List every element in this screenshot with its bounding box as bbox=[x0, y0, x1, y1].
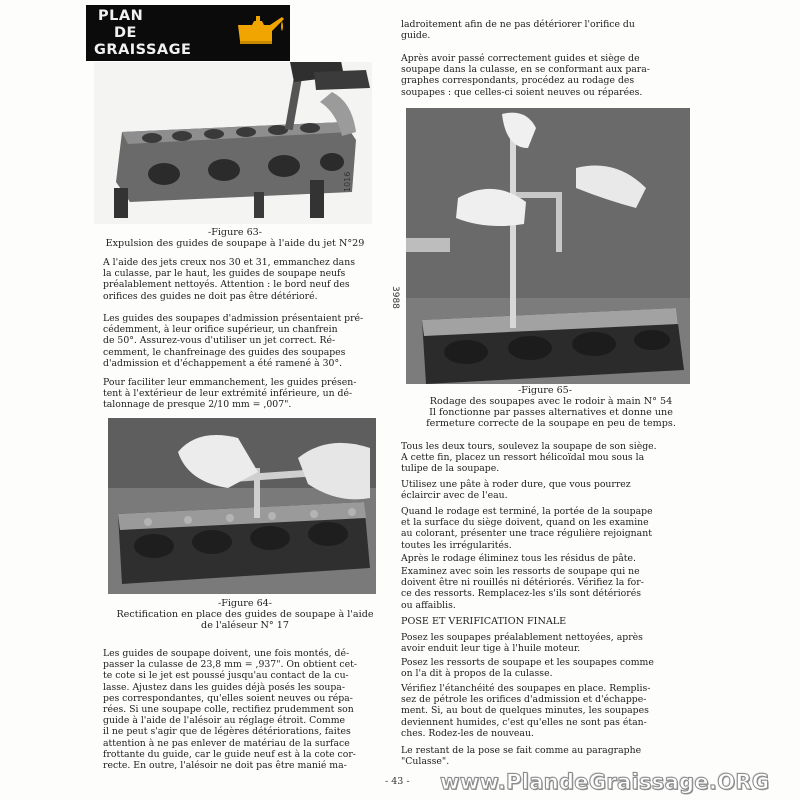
figure-63-stamp: 1016 bbox=[343, 171, 352, 192]
left-paragraph-1: A l'aide des jets creux nos 30 et 31, emmanchez dans la culasse, par le haut, les guides de soupape neufs préalablement nettoyés. Attention : le bord neuf des orifices des guides ne doit pas être détérioré. bbox=[103, 257, 355, 302]
figure-65-caption-line-2: Il fonctionne par passes alternatives et donne une bbox=[429, 407, 673, 418]
figure-65-caption-line-3: fermeture correcte de la soupape en peu de temps. bbox=[426, 418, 676, 429]
figure-65-stamp: 3988 bbox=[390, 286, 400, 309]
figure-65-photo bbox=[406, 108, 690, 384]
logo-line-1: PLAN bbox=[98, 8, 144, 24]
right-paragraph-6: Examinez avec soin les ressorts de soupape qui ne doivent être ni rouillés ni détériorés. Vérifiez la for- ce des ressorts. Remplacez-les s'ils sont détériorés ou affaiblis. bbox=[401, 566, 644, 611]
right-paragraph-1: Après avoir passé correctement guides et siège de soupape dans la culasse, en se conformant aux para- graphes correspondants, procédez au rodage des soupapes : que celles-ci soient neuves ou réparées. bbox=[401, 53, 650, 98]
right-paragraph-8: Posez les ressorts de soupape et les soupapes comme on l'a dit à propos de la culasse. bbox=[401, 657, 654, 680]
figure-63-photo bbox=[94, 62, 372, 224]
figure-63-label: -Figure 63- bbox=[207, 227, 263, 238]
left-paragraph-3: Pour faciliter leur emmanchement, les guides présen- tent à l'extérieur de leur extrémité inférieure, un dé- talonnage de presque 2/10 mm = ,007". bbox=[103, 377, 357, 411]
figure-64-caption-line-1: Rectification en place des guides de soupape à l'aide bbox=[116, 609, 374, 620]
section-heading-pose-verification: POSE ET VERIFICATION FINALE bbox=[401, 616, 567, 627]
left-paragraph-4: Les guides de soupape doivent, une fois montés, dé- passer la culasse de 23,8 mm = ,937". On obtient cet- te cote si le jet est poussé jusqu'au contact de la cu- lasse. Ajustez dans les guides déjà posés les soupa- pes correspondantes, qu'elles soient neuves ou répa- rées. Si une soupape colle, rectifiez prudemment son guide à l'aide de l'alésoir au réglage étroit. Comme il ne peut s'agir que de légères détériorations, faites attention à ne pas enlever de matériau de la surface frottante du guide, car le guide neuf est à la cote cor- recte. En outre, l'alésoir ne doit pas être manié ma- bbox=[103, 648, 357, 772]
logo-line-2: DE bbox=[114, 25, 137, 41]
page-number: - 43 - bbox=[385, 776, 410, 787]
figure-64-label: -Figure 64- bbox=[217, 598, 273, 609]
right-paragraph-0: ladroitement afin de ne pas détériorer l'orifice du guide. bbox=[401, 19, 635, 42]
figure-65-caption-line-1: Rodage des soupapes avec le rodoir à main N° 54 bbox=[429, 396, 673, 407]
oil-can-icon bbox=[234, 11, 286, 55]
right-paragraph-9: Vérifiez l'étanchéité des soupapes en place. Remplis- sez de pétrole les orifices d'admission et d'échappe- ment. Si, au bout de quelques minutes, les soupapes deviennent humides, c'est qu'elles ne sont pas étan- ches. Rodez-les de nouveau. bbox=[401, 683, 651, 739]
figure-65-label: -Figure 65- bbox=[517, 385, 573, 396]
right-paragraph-3: Utilisez une pâte à roder dure, que vous pourrez éclaircir avec de l'eau. bbox=[401, 479, 631, 502]
right-paragraph-10: Le restant de la pose se fait comme au paragraphe "Culasse". bbox=[401, 745, 642, 768]
right-paragraph-4: Quand le rodage est terminé, la portée de la soupape et la surface du siège doivent, quand on les examine au colorant, présenter une trace régulière rejoignant toutes les irrégularités. bbox=[401, 506, 653, 551]
website-watermark: www.PlandeGraissage.ORG bbox=[440, 770, 770, 794]
plan-de-graissage-logo bbox=[86, 5, 290, 61]
right-paragraph-5: Après le rodage éliminez tous les résidus de pâte. bbox=[401, 553, 636, 564]
right-paragraph-2: Tous les deux tours, soulevez la soupape de son siège. A cette fin, placez un ressort hélicoïdal mou sous la tulipe de la soupape. bbox=[401, 441, 657, 475]
logo-line-3: GRAISSAGE bbox=[94, 42, 192, 58]
right-paragraph-7: Posez les soupapes préalablement nettoyées, après avoir enduit leur tige à l'huile moteur. bbox=[401, 632, 643, 655]
figure-64-caption-line-2: de l'aléseur N° 17 bbox=[201, 620, 289, 631]
figure-63-caption: Expulsion des guides de soupape à l'aide du jet N°29 bbox=[105, 238, 365, 249]
figure-64-photo bbox=[108, 418, 376, 594]
left-paragraph-2: Les guides des soupapes d'admission présentaient pré- cédemment, à leur orifice supérieur, un chanfrein de 50°. Assurez-vous d'utiliser un jet correct. Ré- cemment, le chanfreinage des guides des soupapes d'admission et d'échappement a été ramené à 30°. bbox=[103, 313, 364, 369]
